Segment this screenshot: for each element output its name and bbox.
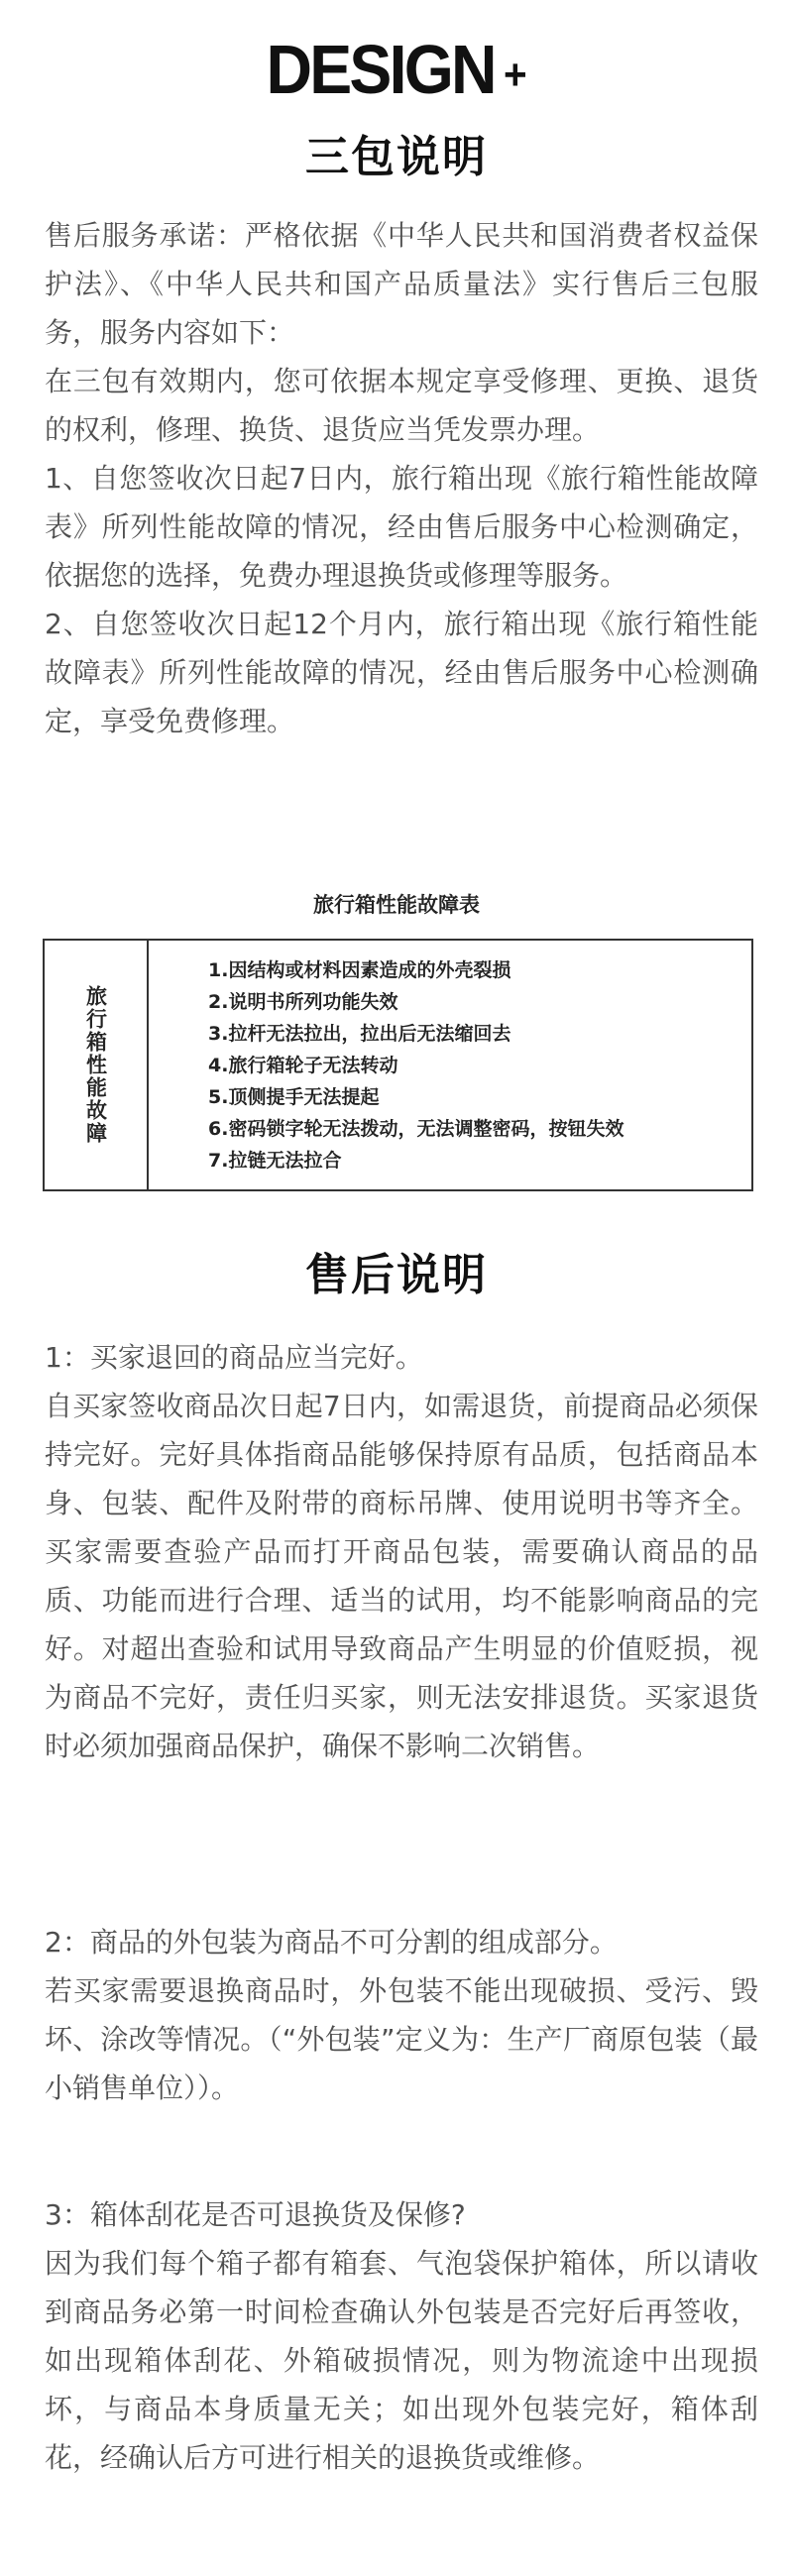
fault-item: 6.密码锁字轮无法拨动，无法调整密码，按钮失效 (208, 1118, 624, 1140)
section-2-body: 若买家需要退换商品时，外包装不能出现破损、受污、毁坏、涂改等情况。（“外包装”定义为：生产厂商原包装（最小销售单位））。 (45, 1974, 758, 2104)
intro-paragraph-3: 1、自您签收次日起7日内，旅行箱出现《旅行箱性能故障表》所列性能故障的情况，经由售后服务中心检测确定，依据您的选择，免费办理退换货或修理等服务。 (45, 462, 758, 592)
intro-paragraph-4: 2、自您签收次日起12个月内，旅行箱出现《旅行箱性能故障表》所列性能故障的情况，经由售后服务中心检测确定，享受免费修理。 (45, 608, 758, 737)
intro-paragraph-2: 在三包有效期内，您可依据本规定享受修理、更换、退货的权利，修理、换货、退货应当凭发票办理。 (45, 365, 758, 446)
fault-list (149, 941, 623, 1189)
fault-table-title: 旅行箱性能故障表 (313, 893, 480, 917)
brand-logo (266, 30, 526, 115)
fault-item: 7.拉链无法拉合 (208, 1150, 342, 1172)
after-sales-section-1 (45, 1333, 758, 1770)
fault-table (43, 939, 753, 1191)
intro-paragraph-1: 售后服务承诺：严格依据《中华人民共和国消费者权益保护法》、《中华人民共和国产品质量法》实行售后三包服务，服务内容如下： (45, 219, 758, 349)
fault-item: 5.顶侧提手无法提起 (208, 1086, 380, 1108)
section-3-heading: 3：箱体刮花是否可退换货及保修? (45, 2198, 466, 2231)
fault-item: 3.拉杆无法拉出，拉出后无法缩回去 (208, 1023, 511, 1045)
brand-text: DESIGN (266, 31, 495, 108)
plus-icon: + (503, 51, 527, 99)
warranty-intro (45, 211, 758, 745)
section-2-heading: 2：商品的外包装为商品不可分割的组成部分。 (45, 1926, 618, 1959)
fault-item: 2.说明书所列功能失效 (208, 991, 398, 1013)
section-3-body: 因为我们每个箱子都有箱套、气泡袋保护箱体，所以请收到商品务必第一时间检查确认外包装是否完好后再签收，如出现箱体刮花、外箱破损情况，则为物流途中出现损坏，与商品本身质量无关；如出现外包装完好，箱体刮花，经确认后方可进行相关的退换货或维修。 (45, 2247, 758, 2474)
section-1-heading: 1：买家退回的商品应当完好。 (45, 1341, 423, 1374)
fault-table-side-label (45, 941, 149, 1189)
fault-item: 4.旅行箱轮子无法转动 (208, 1055, 398, 1076)
fault-table-side-text: 旅行箱性能故障 (83, 985, 108, 1145)
after-sales-title: 售后说明 (305, 1250, 488, 1300)
fault-item: 1.因结构或材料因素造成的外壳裂损 (208, 959, 511, 981)
warranty-title: 三包说明 (305, 132, 488, 182)
section-1-body: 自买家签收商品次日起7日内，如需退货，前提商品必须保持完好。完好具体指商品能够保持原有品质，包括商品本身、包装、配件及附带的商标吊牌、使用说明书等齐全。买家需要查验产品而打开商品包装，需要确认商品的品质、功能而进行合理、适当的试用，均不能影响商品的完好。对超出查验和试用导致商品产生明显的价值贬损，视为商品不完好，责任归买家，则无法安排退货。买家退货时必须加强商品保护，确保不影响二次销售。 (45, 1390, 758, 1762)
after-sales-section-2 (45, 1918, 758, 2112)
after-sales-section-3 (45, 2190, 758, 2482)
header (0, 30, 793, 115)
